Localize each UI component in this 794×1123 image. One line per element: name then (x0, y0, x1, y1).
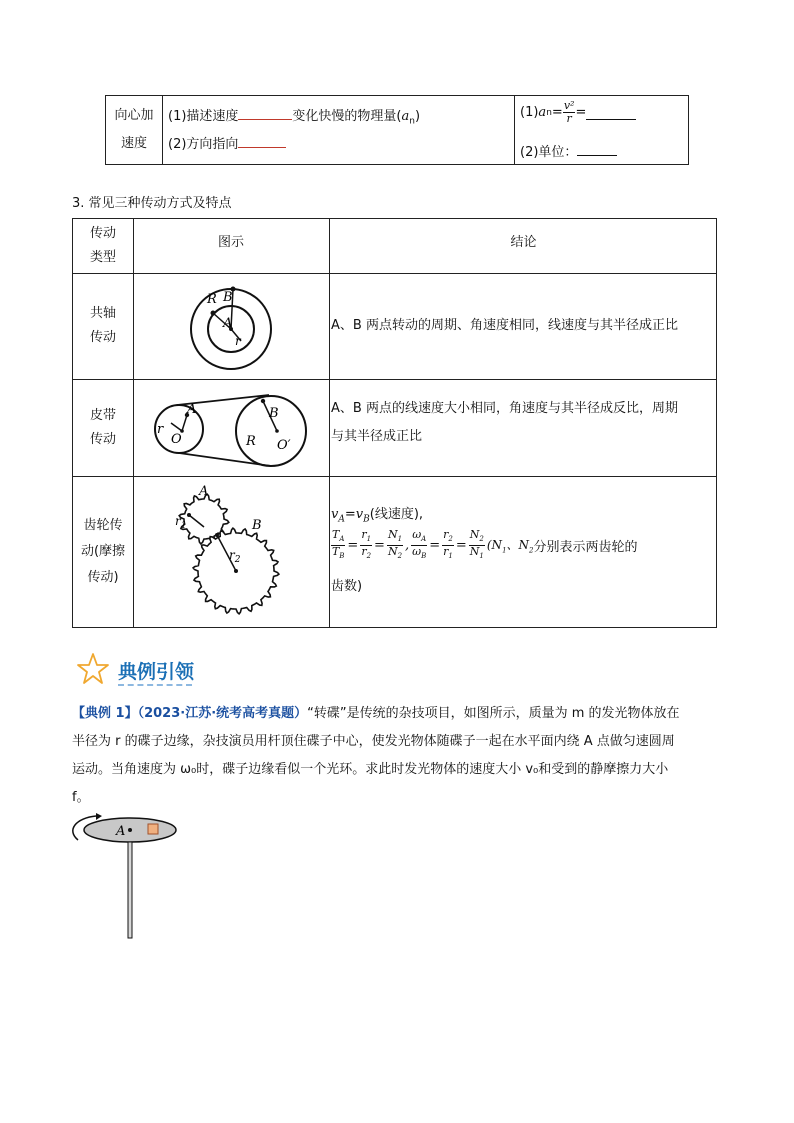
label-r1: $r_1$ (175, 514, 187, 531)
label-A: A (223, 316, 233, 331)
plate-figure (66, 810, 186, 944)
label-B: B (223, 290, 233, 305)
label-R: R (207, 292, 217, 307)
svg-text:B: B (269, 406, 279, 421)
example-line2: 半径为 r 的碟子边缘，杂技演员用杆顶住碟子中心，使发光物体随碟子一起在水平面内绕 A 点做匀速圆周 (72, 734, 675, 749)
belt-figure (151, 385, 327, 473)
label-r2: $r_2$ (229, 548, 241, 565)
row-gear-line1: $v_A=v_B$(线速度), (331, 507, 424, 525)
example-tag: 【典例 1】 (72, 706, 138, 721)
row-gear-line3: 齿数) (331, 579, 363, 594)
gear-figure (157, 479, 325, 625)
star-icon (76, 652, 110, 686)
label-Op: O′ (277, 438, 291, 453)
plate-label-A: A (116, 824, 126, 839)
row-belt-conclusion-2: 与其半径成正比 (331, 429, 423, 444)
acceleration-table (105, 95, 689, 165)
example-line4: f。 (72, 790, 90, 805)
header-figure: 图示 (217, 235, 244, 250)
section-3-title: 3. 常见三种传动方式及特点 (72, 196, 232, 211)
header-conclusion: 结论 (510, 235, 537, 250)
acc-name-cell (106, 96, 163, 164)
acc-desc-cell (162, 96, 515, 164)
svg-text:A: A (199, 484, 209, 499)
acc-formula: (1) a n = $\frac{\text{v²}}{r}$ = (520, 100, 636, 125)
row-gear-line2: 分别表示两齿轮的 (533, 540, 638, 556)
row-belt-type: 皮带 传动 (89, 407, 116, 447)
svg-text:R: R (246, 434, 256, 449)
row-gear-type: 齿轮传 动(摩擦 传动) (80, 518, 126, 585)
row-coaxial-conclusion: A、B 两点转动的周期、角速度相同，线速度与其半径成正比 (331, 318, 678, 333)
example-source: （2023·江苏·统考高考真题） (137, 706, 308, 721)
acc-name-line2: 速度 (120, 136, 147, 151)
coaxial-figure (183, 279, 283, 375)
svg-text:r: r (157, 422, 164, 437)
acc-desc-1: (1)描述速度 变化快慢的物理量$(a_n)$ (168, 109, 421, 127)
svg-text:B: B (252, 518, 262, 533)
label-O: O (171, 432, 182, 447)
header-type: 传动 类型 (89, 226, 116, 265)
example-line3: 运动。当角速度为 ω₀时，碟子边缘看似一个光环。求此时发光物体的速度大小 v₀和受到的静摩擦力大小 (72, 762, 669, 777)
row-coaxial-type: 共轴 传动 (89, 306, 116, 345)
transmission-table (72, 218, 717, 628)
acc-desc-2: (2)方向指向 (168, 133, 286, 152)
example-line1: 【典例 1】（2023·江苏·统考高考真题）“转碟”是传统的杂技项目，如图所示，质量为 m 的发光物体放在 (72, 706, 680, 721)
section-header-title: 典例引领 (118, 661, 195, 683)
acc-unit: (2)单位： (520, 141, 617, 160)
svg-text:A: A (187, 402, 197, 417)
acc-name-line1: 向心加 (114, 108, 154, 123)
section-header-underline (118, 684, 192, 686)
label-r: r (235, 334, 241, 348)
row-gear-formula: $\frac{T_A}{T_B}$ = $\frac{r_1}{r_2}$ = $\frac{N_1}{N_2}$ , $\frac{\omega_A}{\omega_B}$ = $\frac{r_2}{r_1}$ = $\frac{N_2}{N_1}$ ($N_1$、$N_2$ 分别表示两齿轮的 (331, 528, 638, 561)
row-belt-conclusion-1: A、B 两点的线速度大小相同，角速度与其半径成反比，周期 (331, 401, 678, 416)
